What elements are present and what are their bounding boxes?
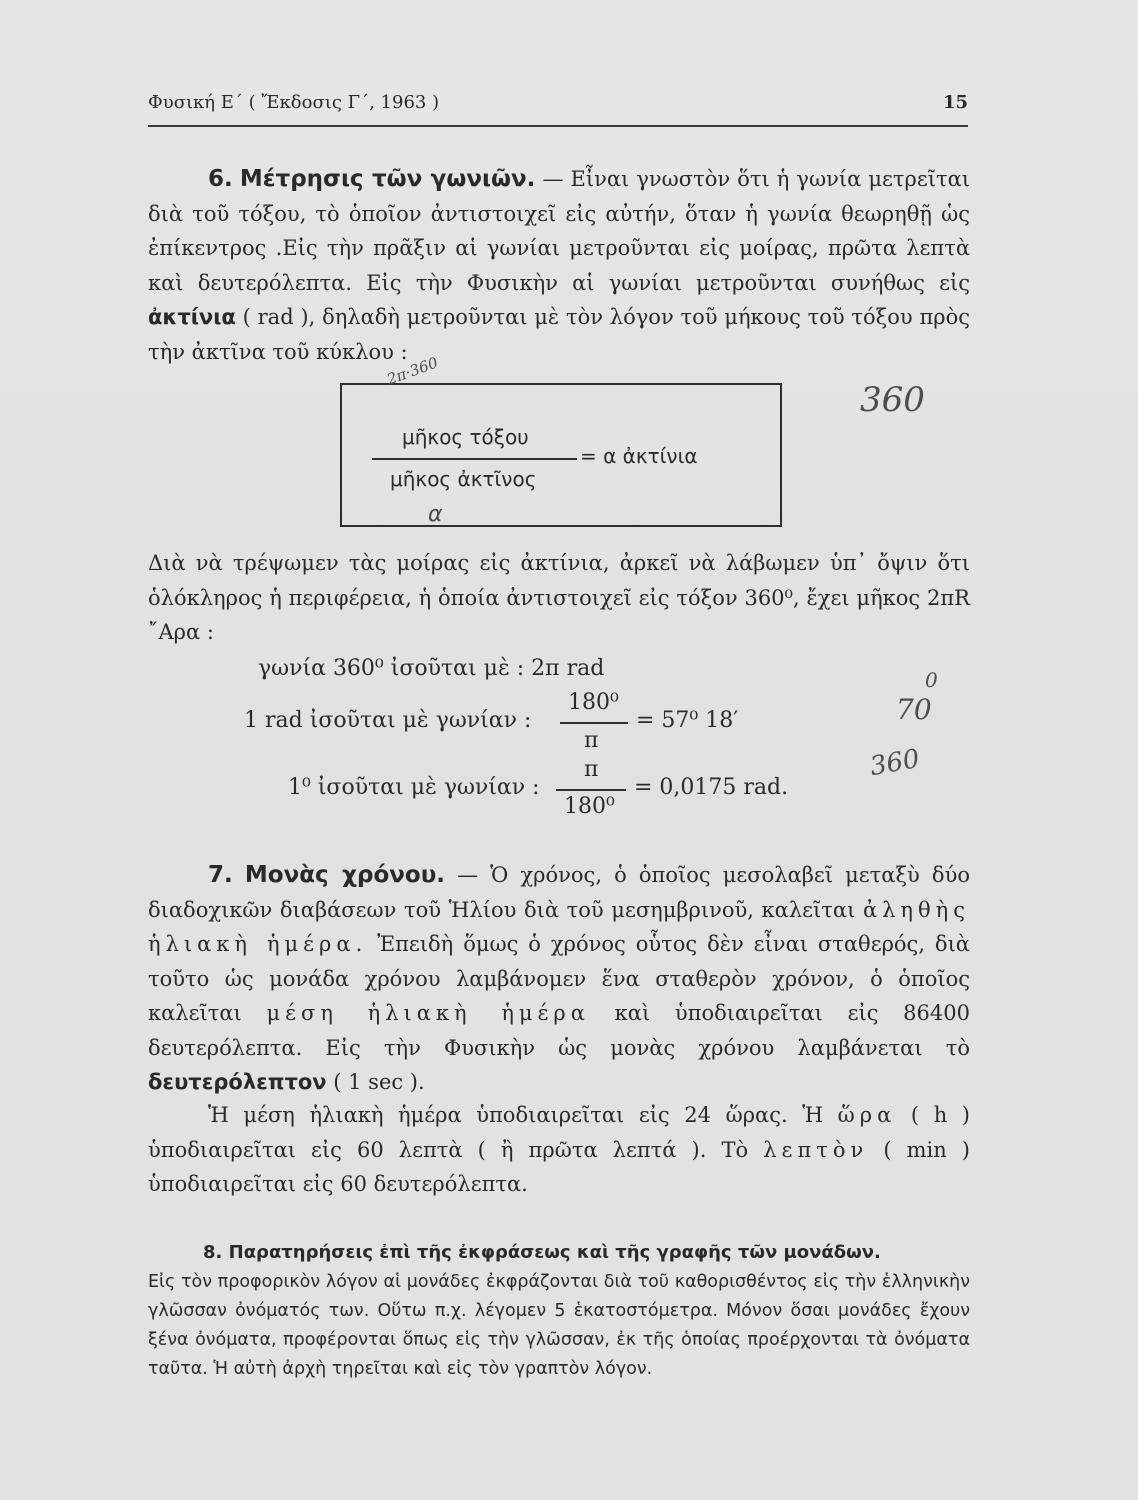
- term-hour: ὥρα: [837, 1103, 897, 1127]
- section-6-conversion-text: Διὰ νὰ τρέψωμεν τὰς μοίρας εἰς ἀκτίνια, ἀρκεῖ νὰ λάβωμεν ὑπ᾽ ὄψιν ὅτι ὁλόκληρος ἡ περιφέρεια, ἡ ὁποία ἀντιστοιχεῖ εἰς τόξον 360⁰, ἔχει μῆκος 2πR ῎Αρα :: [148, 551, 970, 644]
- section-6-paragraph-2: [148, 546, 970, 650]
- section-8-heading: 8. Παρατηρήσεις ἐπὶ τῆς ἐκφράσεως καὶ τῆς γραφῆς τῶν μονάδων.: [203, 1242, 881, 1263]
- section-6-text: — Εἶναι γνωστὸν ὅτι ἡ γωνία μετρεῖται διὰ τοῦ τόξου, τὸ ὁποῖον ἀντιστοιχεῖ εἰς αὐτήν, ὅταν ἡ γωνία θεωρηθῇ ὡς ἐπίκεντρος .Εἰς τὴν πρᾶξιν αἱ γωνίαι μετροῦνται εἰς μοίρας, πρῶτα λεπτὰ καὶ δευτερόλεπτα. Εἰς τὴν Φυσικὴν αἱ γωνίαι μετροῦνται συνήθως εἰς: [148, 167, 970, 295]
- equation-2-denominator: π: [584, 728, 599, 753]
- term-true-solar-day: ἀληθὴς ἡλιακὴ ἡμέρα.: [148, 897, 970, 956]
- handwritten-top-note: 2π·360: [384, 353, 441, 389]
- section-7-text-d: ( 1 sec ).: [333, 1070, 425, 1094]
- equation-3-fraction-bar: [556, 789, 626, 791]
- box-denominator: μῆκος ἀκτῖνος: [390, 467, 537, 491]
- section-7-text-c: καὶ ὑποδιαιρεῖται εἰς 86400 δευτερόλεπτα. Εἰς τὴν Φυσικὴν ὡς μονὰς χρόνου λαμβάνεται τὸ: [148, 1001, 970, 1060]
- section-7-text-b: Ἐπειδὴ ὅμως ὁ χρόνος οὗτος δὲν εἶναι σταθερός, διὰ τοῦτο ὡς μονάδα χρόνου λαμβάνομεν ἕνα σταθερὸν χρόνον, ὁ ὁποῖος καλεῖται: [148, 932, 970, 1025]
- section-7-p2-b: ( h ) ὑποδιαιρεῖται εἰς 60 λεπτὰ ( ἢ πρῶτα λεπτά ). Τὸ: [148, 1103, 970, 1162]
- handwritten-360-b: 360: [867, 743, 922, 783]
- box-rhs: = α ἀκτίνια: [580, 444, 698, 468]
- term-mean-solar-day: μέση ἡλιακὴ ἡμέρα: [266, 1001, 590, 1025]
- header-rule: [148, 125, 968, 127]
- box-fraction-bar: [372, 458, 577, 460]
- equation-3-numerator: π: [584, 757, 599, 782]
- equation-3-lhs: 1⁰ ἰσοῦται μὲ γωνίαν :: [288, 775, 540, 800]
- equation-2-rhs: = 57⁰ 18′: [636, 708, 739, 733]
- section-7-paragraph-1: [148, 858, 970, 1100]
- section-7-title: Μονὰς χρόνου.: [244, 862, 445, 888]
- equation-2-lhs: 1 rad ἰσοῦται μὲ γωνίαν :: [244, 708, 532, 733]
- section-7-p2-a: Ἡ μέση ἡλιακὴ ἡμέρα ὑποδιαιρεῖται εἰς 24 ὥρας. Ἡ: [208, 1103, 824, 1127]
- section-7-number: 7.: [208, 862, 233, 888]
- section-6-number: 6.: [208, 166, 233, 192]
- section-7-text-a: — Ὁ χρόνος, ὁ ὁποῖος μεσολαβεῖ μεταξὺ δύο διαδοχικῶν διαβάσεων τοῦ Ἡλίου διὰ τοῦ μεσημβρινοῦ, καλεῖται: [148, 863, 970, 922]
- equation-2-fraction-bar: [560, 722, 628, 724]
- running-title: Φυσική Ε΄ ( Ἔκδοσις Γ΄, 1963 ): [148, 92, 440, 113]
- equation-2-numerator: 180⁰: [568, 690, 619, 715]
- section-7-paragraph-2: [148, 1098, 970, 1202]
- term-minute: λεπτὸν: [763, 1137, 869, 1162]
- section-8-text: Εἰς τὸν προφορικὸν λόγον αἱ μονάδες ἐκφράζονται διὰ τοῦ καθορισθέντος εἰς τὴν ἑλληνικὴν γλῶσσαν ὀνόματός των. Οὕτω π.χ. λέγομεν 5 ἑκατοστόμετρα. Μόνον ὅσαι μονάδες ἔχουν ξένα ὀνόματα, προφέρονται ὅπως εἰς τὴν γλῶσσαν, ἐκ τῆς ὁποίας προέρχονται τὰ ὀνόματα ταῦτα. Ἡ αὐτὴ ἀρχὴ τηρεῖται καὶ εἰς τὸν γραπτὸν λόγον.: [148, 1272, 970, 1379]
- radian-definition-box: [340, 383, 782, 527]
- equation-3-denominator: 180⁰: [564, 794, 615, 819]
- equation-1: γωνία 360⁰ ἰσοῦται μὲ : 2π rad: [258, 656, 605, 681]
- handwritten-360: 360: [860, 380, 925, 420]
- handwritten-alpha: α: [428, 502, 443, 527]
- term-second: δευτερόλεπτον: [148, 1070, 327, 1094]
- section-6-text-end: ( rad ), δηλαδὴ μετροῦνται μὲ τὸν λόγον τοῦ μήκους τοῦ τόξου πρὸς τὴν ἀκτῖνα τοῦ κύκλου :: [148, 305, 970, 364]
- handwritten-70: 70: [896, 693, 932, 726]
- box-numerator: μῆκος τόξου: [402, 425, 529, 449]
- handwritten-0: 0: [925, 668, 938, 692]
- section-6-title: Μέτρησις τῶν γωνιῶν.: [239, 166, 536, 192]
- equation-3-rhs: = 0,0175 rad.: [634, 775, 789, 800]
- term-radians: ἀκτίνια: [148, 305, 236, 329]
- section-8-block: [148, 1238, 970, 1384]
- page-number: 15: [942, 92, 968, 113]
- section-6-paragraph-1: [148, 162, 970, 369]
- section-7-p2-c: ( min ) ὑποδιαιρεῖται εἰς 60 δευτερόλεπτα.: [148, 1137, 970, 1196]
